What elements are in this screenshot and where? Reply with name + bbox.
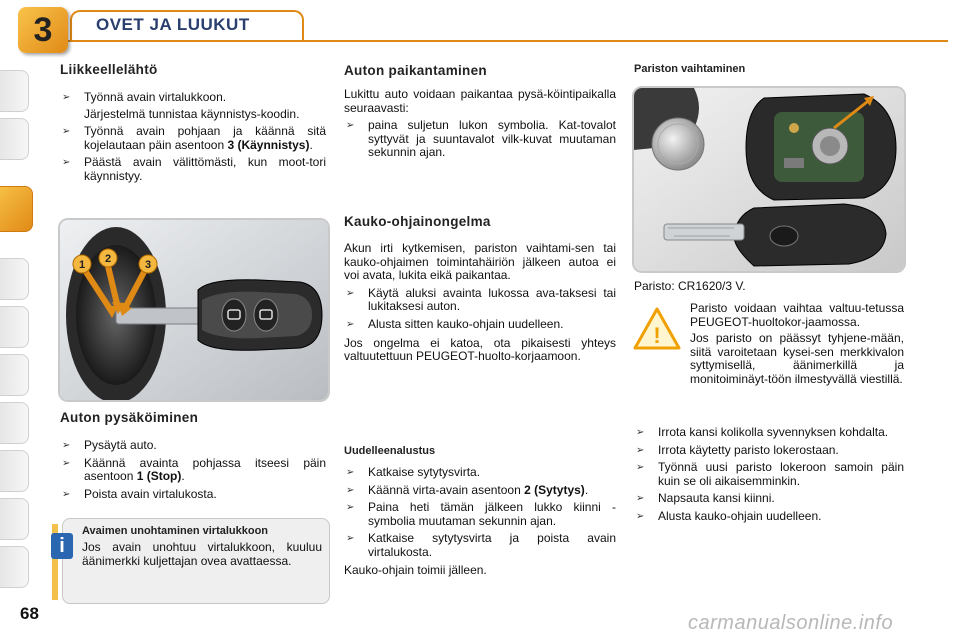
side-tab-1[interactable] <box>0 70 29 112</box>
ignition-label-2: 2 <box>104 253 112 265</box>
chapter-number-badge: 3 <box>18 7 68 53</box>
battery-steps <box>634 422 904 524</box>
battery-warning <box>690 302 904 387</box>
watermark: carmanualsonline.info <box>688 612 894 634</box>
battery-heading: Pariston vaihtaminen <box>634 63 746 75</box>
reinit-outro: Kauko-ohjain toimii jälleen. <box>344 562 487 577</box>
ignition-label-1: 1 <box>78 259 86 271</box>
warning-icon <box>632 306 682 352</box>
stop-heading: Auton pysäköiminen <box>60 410 199 425</box>
battery-type-text: Paristo: CR1620/3 V. <box>634 279 746 293</box>
side-tab-7[interactable] <box>0 402 29 444</box>
battery-step-3: ➢ Työnnä uusi paristo lokeroon samoin päin kuin se oli aikaisemminkin. <box>636 460 904 488</box>
side-tab-8[interactable] <box>0 450 29 492</box>
remote-problem-step-1: ➢ Käytä aluksi avainta lukossa ava-taksesi tai lukitaksesi auton. <box>346 285 616 314</box>
ignition-key-image <box>58 218 330 402</box>
reinit-step-3: ➢ Paina heti tämän jälkeen lukko kiinni -symbolia muutaman sekunnin ajan. <box>346 500 616 528</box>
side-tab-2[interactable] <box>0 118 29 160</box>
start-step-1: ➢ Työnnä avain virtalukkoon. <box>62 90 227 104</box>
section-start <box>60 62 326 184</box>
battery-step-1: ➢ Irrota kansi kolikolla syvennyksen kohdalta. <box>636 425 889 439</box>
battery-warning-p1: Paristo voidaan vaihtaa valtuu-tetussa PEUGEOT-huoltokor-jaamossa. <box>690 301 904 329</box>
info-content <box>82 525 322 568</box>
chapter-title: OVET JA LUUKUT <box>96 15 250 34</box>
remote-problem-heading: Kauko-ohjainongelma <box>344 214 491 229</box>
reinit-step-4: ➢ Katkaise sytytysvirta ja poista avain virtalukosta. <box>346 531 616 559</box>
start-step-1-note: Järjestelmä tunnistaa käynnistys-koodin. <box>84 106 300 121</box>
reinit-step-1: ➢ Katkaise sytytysvirta. <box>346 465 481 479</box>
ignition-label-3: 3 <box>144 259 152 271</box>
battery-step-4: ➢ Napsauta kansi kiinni. <box>636 491 775 506</box>
battery-step-5: ➢ Alusta kauko-ohjain uudelleen. <box>636 508 822 523</box>
page-number: 68 <box>20 604 39 623</box>
battery-replacement-image <box>632 86 906 273</box>
section-remote-problem <box>344 214 616 364</box>
side-tab-5[interactable] <box>0 306 29 348</box>
locate-intro: Lukittu auto voidaan paikantaa pysä-köintipaikalla seuraavasti: <box>344 87 616 115</box>
start-step-3: ➢ Päästä avain välittömästi, kun moot-tori käynnistyy. <box>62 155 326 183</box>
remote-problem-outro: Jos ongelma ei katoa, ota pikaisesti yhteys valtuutettuun PEUGEOT-huolto-korjaamoon. <box>344 335 616 364</box>
side-tab-4[interactable] <box>0 258 29 300</box>
stop-step-1: ➢ Pysäytä auto. <box>62 438 157 452</box>
side-tab-6[interactable] <box>0 354 29 396</box>
stop-step-2: ➢ Käännä avainta pohjassa itseesi päin asentoon 1 (Stop). <box>62 455 326 484</box>
section-stop <box>60 410 326 501</box>
start-step-2: ➢ Työnnä avain pohjaan ja käännä sitä kojelautaan päin asentoon 3 (Käynnistys). <box>62 124 326 152</box>
side-tab-9[interactable] <box>0 498 29 540</box>
stop-step-3: ➢ Poista avain virtalukosta. <box>62 486 217 501</box>
battery-warning-p2: Jos paristo on päässyt tyhjene-mään, siitä varoitetaan kysei-sen merkkivalon syttymisellä, äänimerkillä ja monitoiminäyt-töön ilmestyvällä viestillä. <box>690 331 904 386</box>
remote-problem-step-2: ➢ Alusta sitten kauko-ohjain uudelleen. <box>346 316 564 331</box>
section-reinit <box>344 445 616 577</box>
side-tab-10[interactable] <box>0 546 29 588</box>
reinit-heading: Uudelleenalustus <box>344 445 436 457</box>
info-icon: i <box>51 533 73 559</box>
warning-mark: ! <box>653 323 661 348</box>
section-battery-heading <box>634 63 904 75</box>
battery-step-2: ➢ Irrota käytetty paristo lokerostaan. <box>636 442 839 457</box>
locate-step: ➢ paina suljetun lukon symbolia. Kat-tovalot syttyvät ja suuntavalot vilk-kuvat muutaman sekunnin ajan. <box>346 118 616 160</box>
remote-problem-intro: Akun irti kytkemisen, pariston vaihtami-sen tai kauko-ohjaimen toimintahäiriön jälkeen autoa ei voi avata, lukita eikä paikantaa. <box>344 241 616 283</box>
start-heading: Liikkeellelähtö <box>60 62 158 77</box>
info-title: Avaimen unohtaminen virtalukkoon <box>82 525 269 537</box>
locate-heading: Auton paikantaminen <box>344 63 487 78</box>
info-body: Jos avain unohtuu virtalukkoon, kuuluu äänimerkki kuljettajan ovea avattaessa. <box>82 540 322 568</box>
section-locate <box>344 63 616 160</box>
side-tab-3-active[interactable] <box>0 186 33 232</box>
reinit-step-2: ➢ Käännä virta-avain asentoon 2 (Sytytys). <box>346 482 589 497</box>
header-rule <box>48 40 948 42</box>
battery-type <box>634 280 904 294</box>
